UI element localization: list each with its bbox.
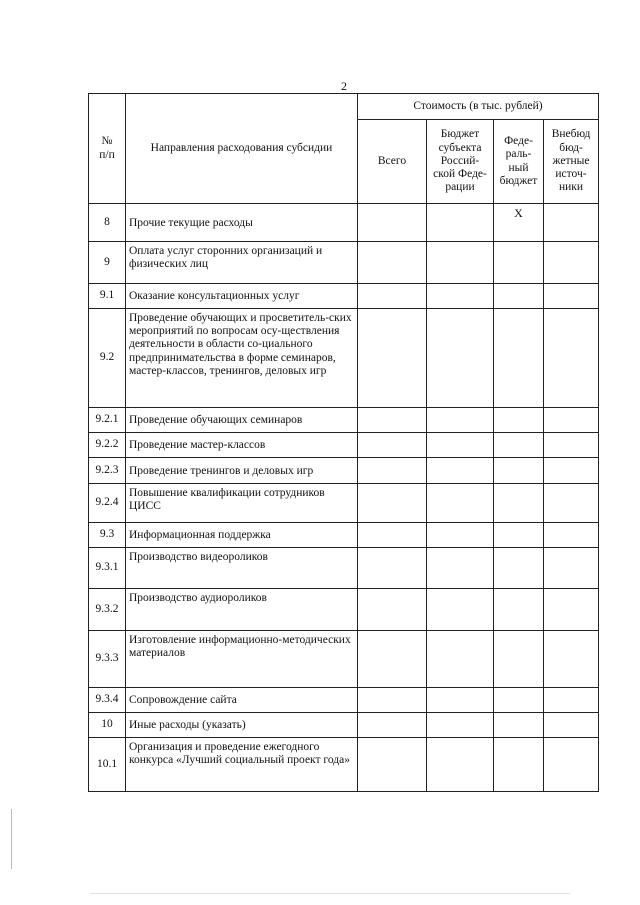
cell-extra: [544, 713, 599, 738]
table-row: [89, 204, 599, 242]
cell-total: [358, 433, 427, 458]
cell-federal: [494, 242, 544, 284]
cell-extra: [544, 484, 599, 523]
row-number: 9: [89, 242, 126, 284]
cell-federal: [494, 309, 544, 408]
cell-federal: [494, 713, 544, 738]
cell-regional: [427, 284, 494, 309]
row-number: 9.3.3: [89, 631, 126, 688]
row-description: Организация и проведение ежегодного конкурса «Лучший социальный проект года»: [126, 738, 358, 792]
cell-federal: [494, 458, 544, 484]
row-number: 10.1: [89, 738, 126, 792]
expense-table: [88, 93, 599, 792]
row-number: 9.2.3: [89, 458, 126, 484]
cell-regional: [427, 204, 494, 242]
cell-regional: [427, 738, 494, 792]
row-number: 9.3: [89, 523, 126, 548]
cell-total: [358, 284, 427, 309]
cell-extra: [544, 589, 599, 631]
cell-total: [358, 523, 427, 548]
cell-total: [358, 484, 427, 523]
table-row: [89, 631, 599, 688]
header-extra-budget: Внебюд бюд- жетные источ- ники: [544, 120, 599, 204]
table-row: [89, 713, 599, 738]
cell-extra: [544, 738, 599, 792]
cell-regional: [427, 523, 494, 548]
row-number: 8: [89, 204, 126, 242]
table-row: [89, 242, 599, 284]
cell-federal: [494, 589, 544, 631]
cell-regional: [427, 433, 494, 458]
table-row: [89, 738, 599, 792]
cell-federal: [494, 484, 544, 523]
cell-regional: [427, 631, 494, 688]
expense-table-wrapper: [88, 93, 599, 792]
table-row: [89, 523, 599, 548]
cell-total: [358, 309, 427, 408]
cell-regional: [427, 458, 494, 484]
cell-extra: [544, 433, 599, 458]
cell-regional: [427, 309, 494, 408]
header-direction: Направления расходования субсидии: [126, 94, 358, 204]
row-description: Проведение тренингов и деловых игр: [126, 458, 358, 484]
table-row: [89, 408, 599, 433]
row-description: Информационная поддержка: [126, 523, 358, 548]
row-description: Повышение квалификации сотрудников ЦИСС: [126, 484, 358, 523]
row-description: Прочие текущие расходы: [126, 204, 358, 242]
cell-total: [358, 458, 427, 484]
cell-extra: [544, 242, 599, 284]
table-row: [89, 458, 599, 484]
cell-federal: [494, 688, 544, 713]
table-row: [89, 484, 599, 523]
row-number: 10: [89, 713, 126, 738]
cell-total: [358, 688, 427, 713]
cell-total: [358, 242, 427, 284]
cell-federal: [494, 433, 544, 458]
cell-regional: [427, 713, 494, 738]
header-cost-group: Стоимость (в тыс. рублей): [358, 94, 599, 120]
cell-federal: [494, 631, 544, 688]
cell-total: [358, 408, 427, 433]
cell-regional: [427, 408, 494, 433]
row-description: Проведение обучающих и просветитель-ских мероприятий по вопросам осу-ществления деятельности в области со-циального предпринимательства в форме семинаров, мастер-классов, тренингов, деловых игр: [126, 309, 358, 408]
cell-extra: [544, 408, 599, 433]
row-description: Изготовление информационно-методических материалов: [126, 631, 358, 688]
row-number: 9.3.4: [89, 688, 126, 713]
table-row: [89, 284, 599, 309]
cell-extra: [544, 458, 599, 484]
row-number: 9.2: [89, 309, 126, 408]
cell-regional: [427, 548, 494, 589]
table-row: [89, 548, 599, 589]
row-number: 9.2.1: [89, 408, 126, 433]
row-number: 9.1: [89, 284, 126, 309]
header-total: Всего: [358, 120, 427, 204]
cell-federal: [494, 548, 544, 589]
header-number: № п/п: [89, 94, 126, 204]
federal-mark: X: [514, 206, 523, 220]
cell-federal: [494, 284, 544, 309]
row-description: Оплата услуг сторонних организаций и физических лиц: [126, 242, 358, 284]
cell-federal: [494, 408, 544, 433]
cell-total: [358, 713, 427, 738]
row-number: 9.2.4: [89, 484, 126, 523]
scan-edge-bottom: [90, 893, 570, 894]
table-row: [89, 433, 599, 458]
table-row: [89, 688, 599, 713]
cell-regional: [427, 589, 494, 631]
cell-federal: [494, 523, 544, 548]
row-description: Иные расходы (указать): [126, 713, 358, 738]
cell-extra: [544, 631, 599, 688]
cell-total: [358, 631, 427, 688]
row-description: Оказание консультационных услуг: [126, 284, 358, 309]
scan-edge-left: [11, 809, 12, 869]
header-regional-budget: Бюджет субъекта Россий- ской Феде- рации: [427, 120, 494, 204]
page-number: 2: [341, 79, 347, 93]
cell-extra: [544, 523, 599, 548]
row-number: 9.3.2: [89, 589, 126, 631]
row-description: Сопровождение сайта: [126, 688, 358, 713]
table-row: [89, 589, 599, 631]
cell-total: [358, 204, 427, 242]
cell-federal: [494, 738, 544, 792]
cell-total: [358, 738, 427, 792]
cell-extra: [544, 688, 599, 713]
cell-extra: [544, 204, 599, 242]
cell-extra: [544, 548, 599, 589]
cell-extra: [544, 309, 599, 408]
cell-regional: [427, 242, 494, 284]
cell-total: [358, 589, 427, 631]
header-federal-budget: Феде- раль- ный бюджет: [494, 120, 544, 204]
row-description: Производство видеороликов: [126, 548, 358, 589]
cell-total: [358, 548, 427, 589]
row-description: Проведение обучающих семинаров: [126, 408, 358, 433]
cell-regional: [427, 484, 494, 523]
cell-regional: [427, 688, 494, 713]
row-number: 9.3.1: [89, 548, 126, 589]
table-row: [89, 309, 599, 408]
row-description: Производство аудиороликов: [126, 589, 358, 631]
cell-federal: [494, 204, 544, 242]
row-description: Проведение мастер-классов: [126, 433, 358, 458]
row-number: 9.2.2: [89, 433, 126, 458]
cell-extra: [544, 284, 599, 309]
